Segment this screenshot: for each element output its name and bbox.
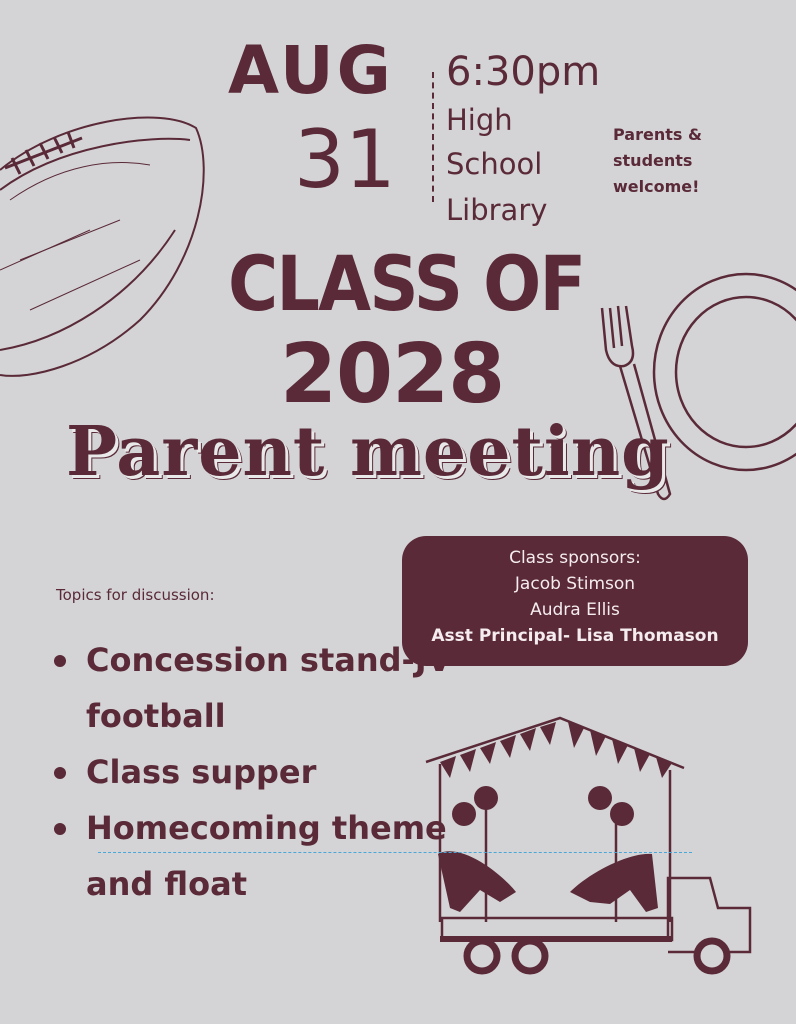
- topics-heading: Topics for discussion:: [56, 586, 215, 604]
- bullet-icon: [54, 823, 66, 835]
- carousel-truck-icon: [420, 712, 760, 980]
- event-location-line: Library: [446, 193, 548, 227]
- sponsor-name: Audra Ellis: [530, 600, 620, 620]
- topic-text: Class supper: [86, 753, 317, 791]
- welcome-note: Parents & students welcome!: [613, 125, 702, 196]
- sponsors-heading: Class sponsors:: [509, 548, 641, 568]
- title-parent-meeting: Parent meeting: [66, 412, 670, 492]
- topic-text: Concession stand-JV football: [86, 641, 452, 735]
- event-location-line: School: [446, 147, 543, 181]
- asst-principal: Asst Principal- Lisa Thomason: [431, 626, 719, 646]
- editor-guide-line: [98, 852, 692, 853]
- football-icon: [0, 110, 215, 385]
- event-location-line: High: [446, 103, 513, 137]
- date-divider: [432, 72, 434, 202]
- sponsor-name: Jacob Stimson: [514, 574, 636, 594]
- topic-item: [50, 632, 466, 744]
- topic-item: [50, 744, 466, 800]
- title-year: 2028: [280, 327, 505, 422]
- topics-list: [50, 632, 466, 912]
- topic-text: Homecoming theme and float: [86, 809, 447, 903]
- bullet-icon: [54, 767, 66, 779]
- event-day: 31: [294, 113, 396, 206]
- event-time: 6:30pm: [446, 49, 601, 95]
- topic-item: [50, 800, 466, 912]
- event-month: AUG: [228, 32, 394, 109]
- bullet-icon: [54, 655, 66, 667]
- title-class-of: CLASS OF: [228, 239, 585, 328]
